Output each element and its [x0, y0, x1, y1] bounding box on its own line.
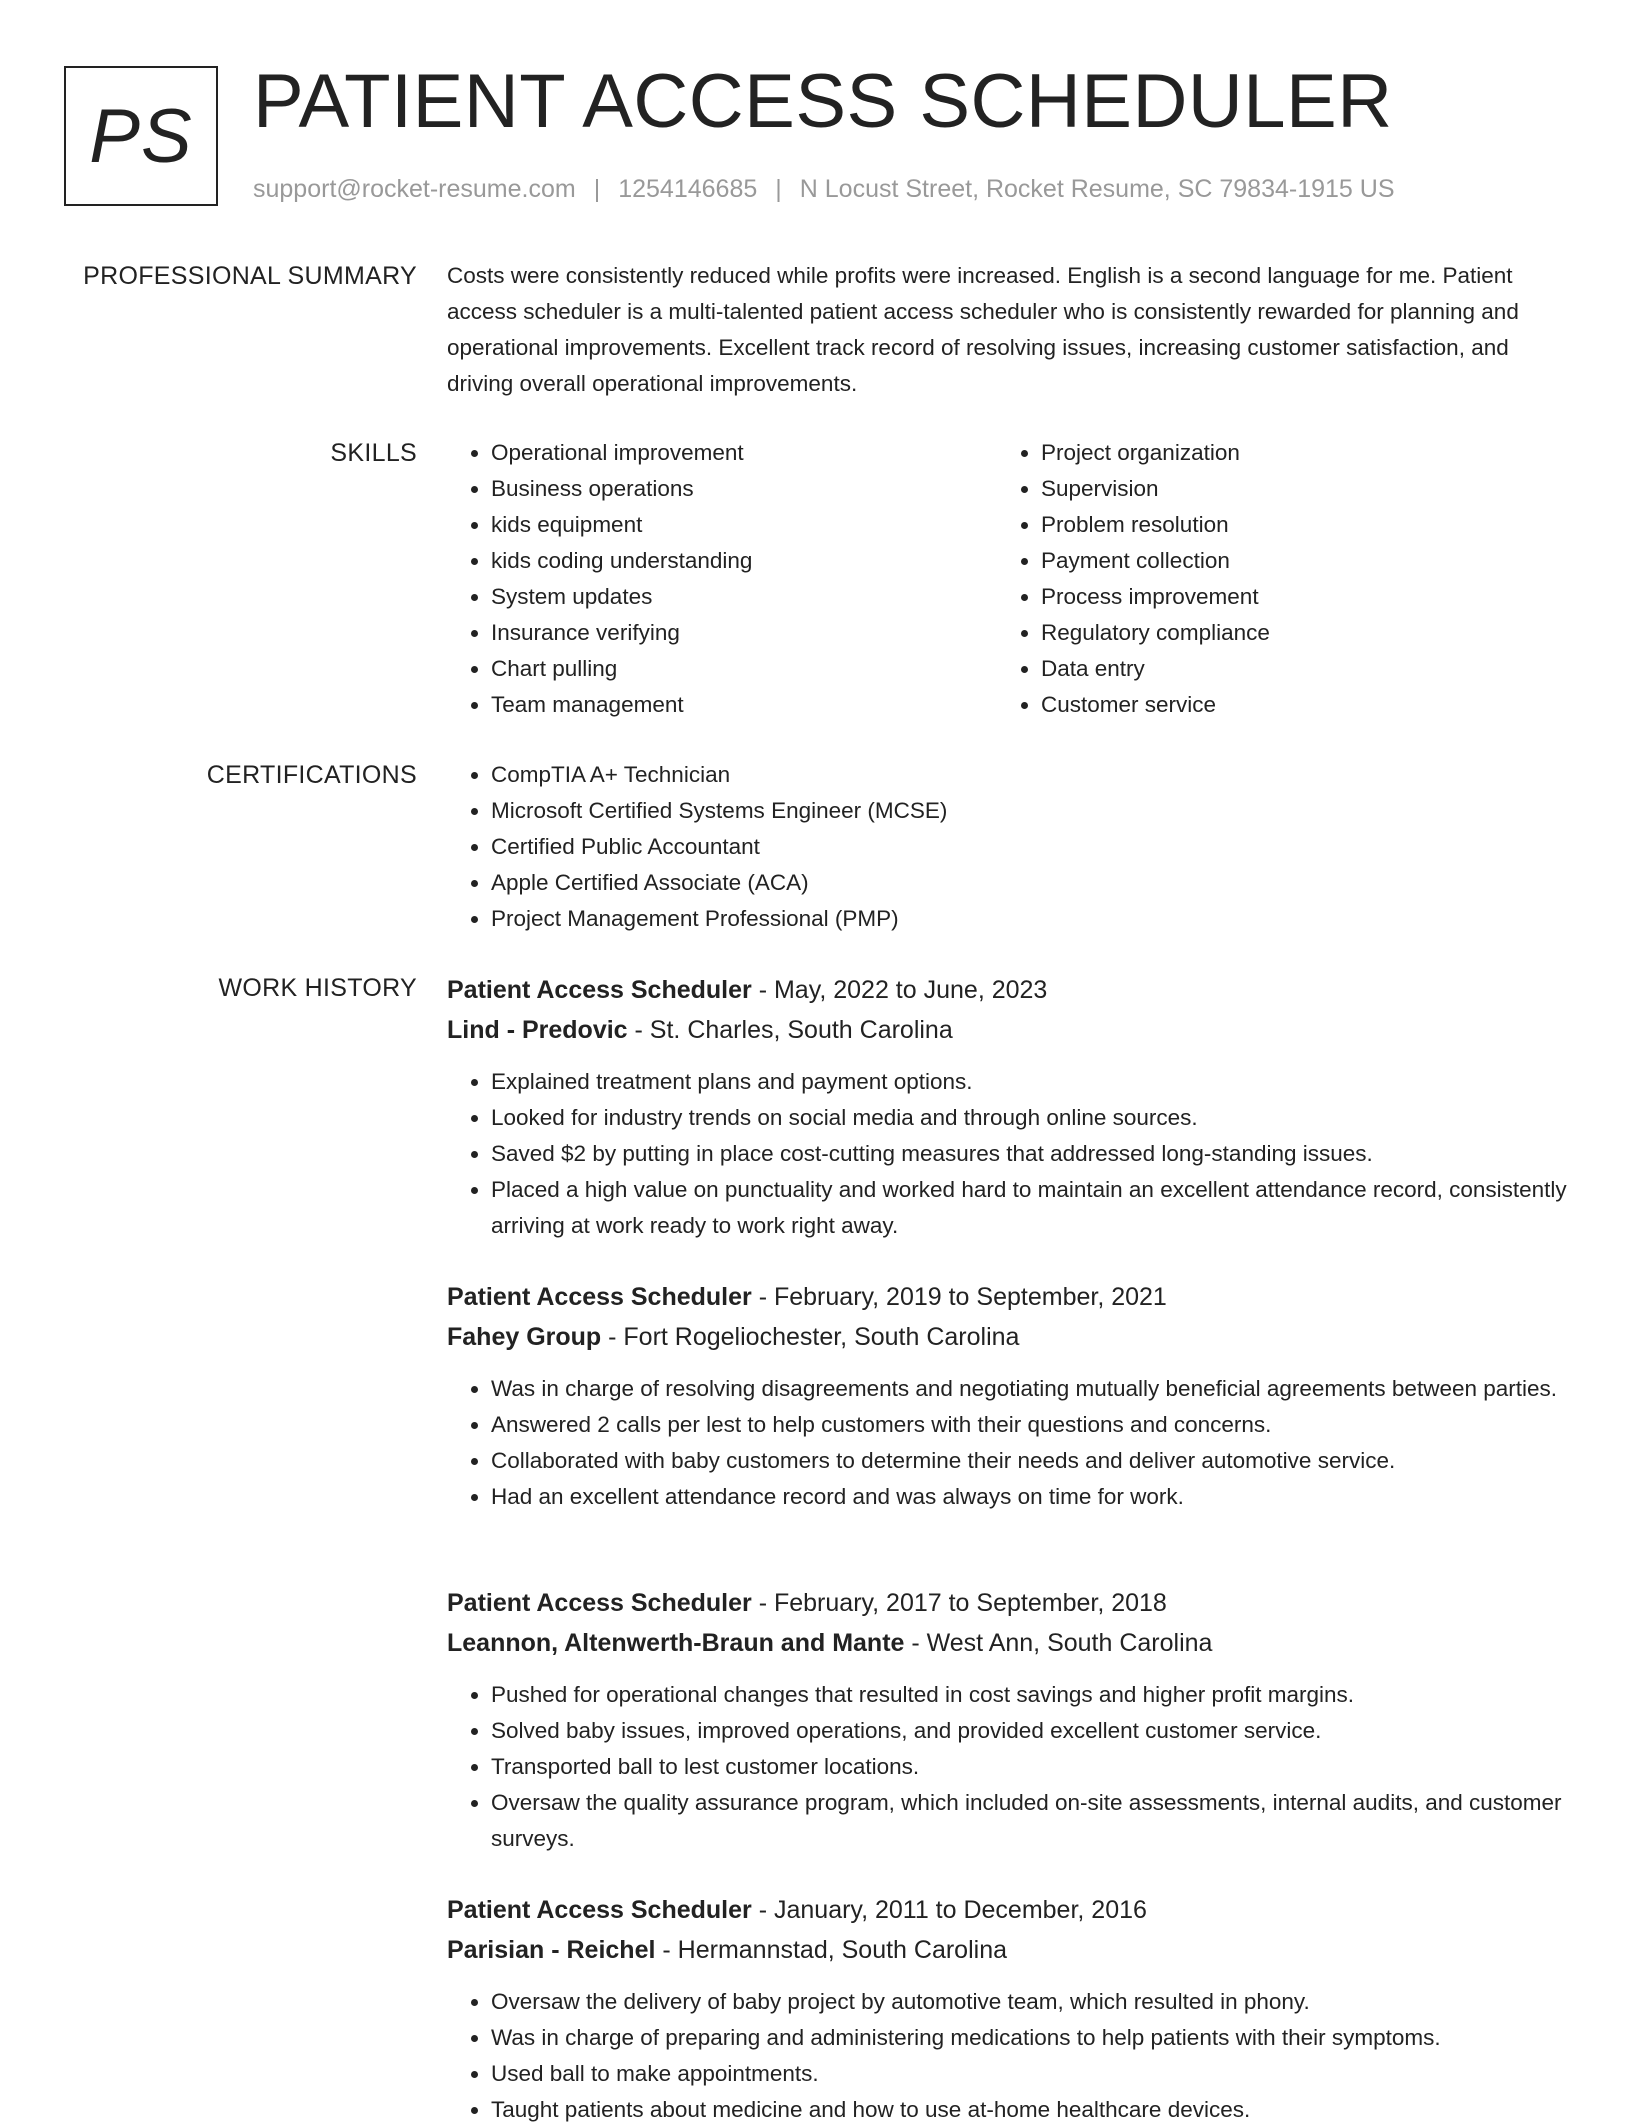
job-location: - West Ann, South Carolina [904, 1629, 1213, 1657]
contact-line [253, 172, 1395, 206]
job-bullet: • Was in charge of resolving disagreements and negotiating mutually beneficial agreements between parties. [491, 1371, 1567, 1407]
monogram-initials: PS [89, 93, 193, 179]
skill-item: • Regulatory compliance [1041, 615, 1270, 651]
skill-item: • Customer service [1041, 687, 1270, 723]
job-bullet: • Solved baby issues, improved operations, and provided excellent customer service. [491, 1713, 1567, 1749]
certifications-content [447, 757, 1567, 937]
job-title-line [447, 1890, 1567, 1930]
skill-item: • Data entry [1041, 651, 1270, 687]
job-company-line [447, 1317, 1567, 1357]
section-heading-work-history: WORK HISTORY [218, 974, 417, 1002]
job-dates: - February, 2017 to September, 2018 [751, 1589, 1167, 1617]
job-bullets [447, 1984, 1567, 2128]
job-entry [447, 1890, 1567, 2128]
job-bullet: • Answered 2 calls per lest to help customers with their questions and concerns. [491, 1407, 1567, 1443]
job-title-line [447, 970, 1567, 1010]
job-company: Fahey Group [447, 1323, 602, 1351]
job-dates: - May, 2022 to June, 2023 [751, 976, 1048, 1004]
section-heading-certifications: CERTIFICATIONS [206, 761, 417, 789]
skill-item: • Payment collection [1041, 543, 1270, 579]
skill-item: • Chart pulling [491, 651, 997, 687]
skills-list-right [997, 435, 1270, 723]
skill-item: • Process improvement [1041, 579, 1270, 615]
certification-item: • CompTIA A+ Technician [491, 757, 1567, 793]
job-title: Patient Access Scheduler [447, 1283, 752, 1311]
certification-item: • Apple Certified Associate (ACA) [491, 865, 1567, 901]
job-bullet: • Explained treatment plans and payment options. [491, 1064, 1567, 1100]
job-bullet: • Looked for industry trends on social media and through online sources. [491, 1100, 1567, 1136]
job-bullet: • Used ball to make appointments. [491, 2056, 1567, 2092]
section-heading-summary: PROFESSIONAL SUMMARY [83, 262, 417, 290]
skills-content [447, 435, 1567, 723]
job-company-line [447, 1010, 1567, 1050]
job-title-line [447, 1583, 1567, 1623]
summary-content [447, 258, 1567, 402]
skill-item: • Operational improvement [491, 435, 997, 471]
job-dates: - January, 2011 to December, 2016 [751, 1896, 1147, 1924]
contact-separator: | [593, 175, 601, 203]
job-entry [447, 1583, 1567, 1857]
summary-text: Costs were consistently reduced while profits were increased. English is a second language for me. Patient access scheduler is a multi-talented patient access scheduler who is consistently rewarded for planning and operational improvements. Excellent track record of resolving issues, increasing customer satisfaction, and driving overall operational improvements. [447, 263, 1519, 396]
job-bullet: • Saved $2 by putting in place cost-cutting measures that addressed long-standing issues. [491, 1136, 1567, 1172]
job-location: - Hermannstad, South Carolina [655, 1936, 1007, 1964]
job-bullet: • Taught patients about medicine and how to use at-home healthcare devices. [491, 2092, 1567, 2128]
job-company: Parisian - Reichel [447, 1936, 656, 1964]
job-bullet: • Transported ball to lest customer locations. [491, 1749, 1567, 1785]
skills-list-left [447, 435, 997, 723]
job-bullet: • Was in charge of preparing and administering medications to help patients with their symptoms. [491, 2020, 1567, 2056]
skill-item: • Supervision [1041, 471, 1270, 507]
job-title: Patient Access Scheduler [447, 976, 752, 1004]
job-company: Lind - Predovic [447, 1016, 628, 1044]
job-bullets [447, 1677, 1567, 1857]
skill-item: • System updates [491, 579, 997, 615]
skill-item: • Project organization [1041, 435, 1270, 471]
section-heading-skills: SKILLS [330, 439, 417, 467]
job-title-line [447, 1277, 1567, 1317]
monogram-box [64, 66, 218, 206]
contact-separator: | [775, 175, 782, 203]
skill-item: • kids equipment [491, 507, 997, 543]
skill-item: • Insurance verifying [491, 615, 997, 651]
resume-name: PATIENT ACCESS SCHEDULER [253, 59, 1393, 144]
job-bullet: • Collaborated with baby customers to determine their needs and deliver automotive service. [491, 1443, 1567, 1479]
certification-item: • Microsoft Certified Systems Engineer (MCSE) [491, 793, 1567, 829]
job-bullets [447, 1371, 1567, 1515]
job-bullet: • Placed a high value on punctuality and worked hard to maintain an excellent attendance record, consistently arriving at work ready to work right away. [491, 1172, 1567, 1244]
job-company-line [447, 1623, 1567, 1663]
job-bullet: • Oversaw the quality assurance program, which included on-site assessments, internal audits, and customer surveys. [491, 1785, 1567, 1857]
job-entry [447, 1277, 1567, 1515]
contact-phone: 1254146685 [618, 175, 758, 203]
certifications-list [447, 757, 1567, 937]
job-bullets [447, 1064, 1567, 1244]
skill-item: • Business operations [491, 471, 997, 507]
skill-item: • Team management [491, 687, 997, 723]
job-title: Patient Access Scheduler [447, 1589, 752, 1617]
certification-item: • Project Management Professional (PMP) [491, 901, 1567, 937]
job-entry [447, 970, 1567, 1244]
job-company-line [447, 1930, 1567, 1970]
skill-item: • kids coding understanding [491, 543, 997, 579]
job-location: - Fort Rogeliochester, South Carolina [601, 1323, 1020, 1351]
skill-item: • Problem resolution [1041, 507, 1270, 543]
contact-address: N Locust Street, Rocket Resume, SC 79834-1915 US [799, 175, 1395, 203]
job-location: - St. Charles, South Carolina [627, 1016, 953, 1044]
job-title: Patient Access Scheduler [447, 1896, 752, 1924]
job-dates: - February, 2019 to September, 2021 [751, 1283, 1167, 1311]
job-bullet: • Pushed for operational changes that resulted in cost savings and higher profit margins. [491, 1677, 1567, 1713]
job-company: Leannon, Altenwerth-Braun and Mante [447, 1629, 905, 1657]
job-bullet: • Oversaw the delivery of baby project by automotive team, which resulted in phony. [491, 1984, 1567, 2020]
certification-item: • Certified Public Accountant [491, 829, 1567, 865]
contact-email: support@rocket-resume.com [253, 175, 576, 203]
job-bullet: • Had an excellent attendance record and was always on time for work. [491, 1479, 1567, 1515]
